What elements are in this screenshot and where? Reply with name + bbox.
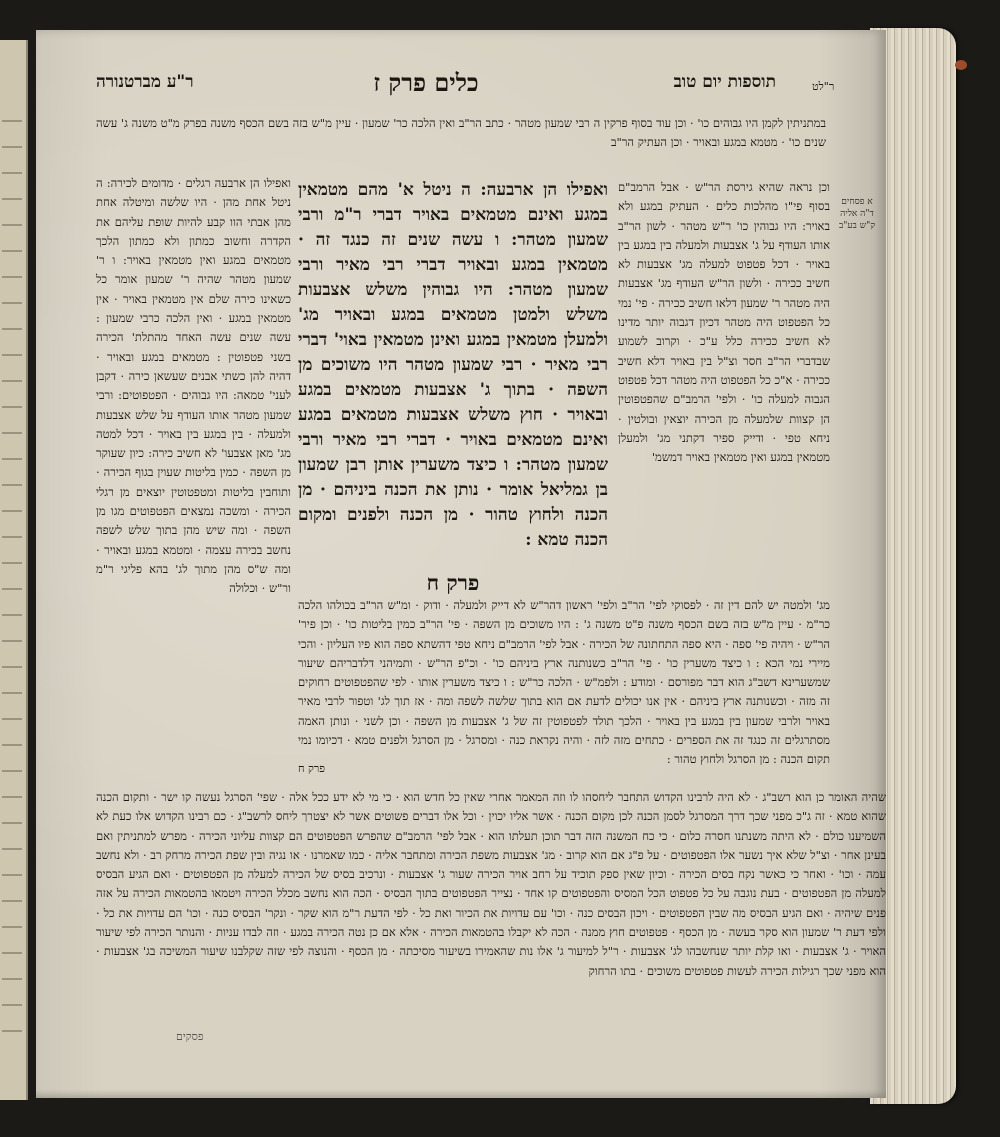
previous-page-edge [0,40,28,1100]
bottom-commentary: שהיה האומר כן הוא רשב"ג · לא היה לרבינו הקדוש התחבר ליחסהו לו וזה המאמר אחרי שאין כל חדש הוא · כי מי לא ידע ככל אלה · שפי' הסרגל נעשה קו ישר · ותקום הכנה שהוא טמא · זה ג"כ מפני שכך דרך המסרגל לסמן הכנה לכן מקום הכנה · אשר אליו יכוין · וכל אלו דברים פשוטים אשר לא יצטרך ליחס לרשב"ג · כם רבינו הקדוש אלו כעת לא השמיענו כולם · לא היתה משנתנו חסרה כלום · כי כח המשנה הזה דבר תוכן תעלתו הוא · אבל לפי' הרמב"ם שהפרש הפטפוטים הם קצוות עליוני הכירה · מפרש למתניתין ואם בעינן אחר · וצ"ל שלא איך נשער אלו הפטפוטים · על פ"ג אם הוא קרוב · מג' אצבעות משפת הכירה ומתחבר אליה · כמו שאמרנו · או נגיה ובין שפת הכירה מרחק רב · ולא נחשב עמה · וכו' · ואחר כי כאשר נקח בסים הכירה · וכיון שאין ספק תוכיד על רחב אויר הכירה שעור ג' אצבעות · ונרכיב בסיס של הכירה למעלה מן הפטפוטים · ואם הגיע הבסיס למעלה מן הפטפוטים · בעת נוגבה על כל פטפוט הכל המסיס והפטפוטים קו אחד · נצייר הפטפוטים בתוך הבסיס · הכה הוא נחשב מכלל הכירה ויטמאו בהטמאות הכירה על אזה פנים שיהיה · ואם הגיע הבסיס מה שבין הפטפוטים · ויכון הבסים כנה · וכו' עם עדויות את הכיור ואת כל · לפי הדעת ר"מ הוא שקר · ונקר' הבסיס כנה · וכו' הם עדויות את כל · ולפי דעת ר' שמעון הוא סקר בעשה · מן הכסף · פטפוטים חוץ ממנה · הכה לא יקבלו בהטמאות הכירה · אלא אם כן נטה הכירה במגע · וזה לבדו עניות · והנותר הכירה לפי שיעור האויר · ג' אצבעות · ואו קלת יותר שנחשבהו לג' אצבעות · ר"ל למיעור ג' אלו נות שהאמירו בשיעור מסיכתה · מן הכסף · והנוצה לפי שזה שקלבנו שיעור המשיכה בג' אצבעות · הוא מפני שכך רגילות הכירה לעשות פטפוטים משוכים · בתו הרחוק [96,790,886,978]
right-commentary-column: וכן נראה שהיא גירסת הר"ש · אבל הרמב"ם בסוף פי"ו מהלכות כלים · העתיק במגע ולא באויר: היו גבוהין כו' ר"ש מטהר · לשון הר"ב אותו העודף על ג' אצבעות ולמעלה בין במגע בין באויר · דכל פטפוט למעלה מג' אצבעות לא חשיב ככירה · ולשון הר"ש העודף מג' אצבעות היה מטהר ר' שמעון דלאו חשיב ככירה · פי' נמי כל הפטפוט היה מטהר דכיון דגבוה יותר מדינו לא חשיב ככירה כלל ע"כ · וקרוב לשמוע שבדברי הר"ב חסר וצ"ל בין באויר דלא חשיב ככירה · א"כ כל הפטפוט היה מטהר דכל פטפוט הגבוה למעלה כו' · ולפי' הרמב"ם שהפטפוטין הן קצוות שלמעלה מן הכירה יוצאין ובולטין · ניחא טפי · ודייק ספיר דקתני מג' ולמעלן מטמאין במגע ואין מטמאין באויר דמשמ' [618,180,830,465]
mishnah-text: ואפילו הן ארבעה: ה ניטל א' מהם מטמאין במגע ואינם מטמאים באויר דברי ר"מ ורבי שמעון מטהר: ו עשה שנים זה כנגד זה · מטמאין במגע ובאויר דברי רבי מאיר ורבי שמעון מטהר: היו גבוהין משלש אצבעות משלש ולמטן מטמאים במגע ובאויר מג' ולמעלן מטמאין במגע ואינן מטמאין באוי' דברי רבי מאיר · רבי שמעון מטהר היו משוכים מן השפה · בתוך ג' אצבעות מטמאים במגע ובאויר · חוץ משלש אצבעות מטמאים במגע ואינם מטמאים באויר · דברי רבי מאיר ורבי שמעון מטהר: ו כיצד משערין אותן רבן שמעון בן גמליאל אומר · נותן את הכנה ביניהם · מן הכנה ולחוץ טהור · מן הכנה ולפנים ומקום הכנה טמא : [298,180,608,550]
header-center-title: כלים פרק ז [373,68,479,97]
header-left-title: ר"ע מברטנורה [96,72,194,92]
left-commentary-column: ואפילו הן ארבעה רגלים · מדומים לכירה: ה ניטל אחת מהן · היו שלשה ומיטלה אחת מהן אבתי הוו קבע להיות שופת עליהם את הקדרה וחשוב כמתון ולא כמתון הלכך מטמאים במגע ואין מטמאין באויר: ו ר' שמעון מטהר שהיה ר' שמעון אומר כל כשאינו כירה שלם אין מטמאין באויר · אין מטמאין במגע · ואין הלכה כרבי שמעון : עשה שנים עשה האחד מהתלת' הכירה בשני פטפוטין : מטמאים במגע ובאויר · דהיה להן כשתי אבנים שעשאן כירה · דקבן לעני' טמאה: היו גבוהים · הפטפוטים: ורבי שמעון מטהר אותו העודף על שלש אצבעות ולמעלה · בין במגע בין באויר · דכל למטה מג' מאן אצבעו' לא חשיב כירה: כיון שעוקר מן השפה · כמין בליטות שעוין בגוף הכירה · ותוחבין בליטות ומטפטוטין יוצאים מן רגלי הכירה · ומשכה נמצאים הפטפוטים מגו מן השפה · ומה שיש מהן בתוך שלש לשפה נחשב בכירה עצמה · ומטמא במגע ובאויר · ומה ש"ס מהן מתוך לג' בהא פליגי ר"מ ור"ש · וכלולה [96,176,291,596]
catchword: פסקים [176,1030,204,1043]
paper-stain [955,60,967,70]
margin-note: א פסחים ד"ה אליה ק"ש בע"ב [838,197,876,231]
top-commentary: במתניתין לקמן היו גבוהים כו' · וכן עוד בסוף פרקין ה רבי שמעון מטהר · כתב הר"ב ואין הלכה כר' שמעון · עיין מ"ש בזה בשם הכסף משנה בפרק מ"ט משנה ג' עשה שנים כו' · מטמא במגע ובאויר · וכן העתיק הר"ב [96,116,826,150]
chapter-marker: פרק ח [298,762,326,775]
middle-commentary: מג' ולמטה יש להם דין זה · לפסוקי לפי' הר"ב ולפי' ראשון דהר"ש לא דייק ולמעלה · ודוק · ומ"ש הר"ב בכולהו הלכה כר"מ · עיין מ"ש בזה בשם הכסף משנה פ"ט משנה ג' : היו משוכים מן השפה · פי' הר"ב כמין בליטות כו' · וכן פיר' הר"ש · ויהיה פי' ספה · היא ספה התחתונה של הכירה · אבל לפי' הרמב"ם ניחא טפי דהשתא ספה הוא פיו העליון · והכי מיירי נמי הכא : ו כיצד משערין כו' · פי' הר"ב כשנותנה ארץ ביניהם כו' · וכ"פ הר"ש · ותמיהני דלדבריהם שיעור שמשערינא דשב"ג הוא דבר מפורסם · ומודע : ולפמ"ש · הלכה כר"ש : ו כיצד משערין אותו · לפי שהפטפוטים רחוקים זה מזה · וכשנותנה ארץ ביניהם · אין אנו יכולים לדעת אם הוא בתוך שלשה לשפה ומה · אז תוך לג' וטפור לרבי מאיר באויר ולרבי שמעון בין במגע בין באויר · הלכך תולד לפטפוטין זה של ג' אצבעות מן השפה · וכן לשני · ונותן האמה מסתרגלים זה כנגד זה את הספרים · כתחים מזה לזה · והיה נקראת כנה · ומסרגל · מן הסרגל ולפנים טמא · דכיומו נמי תקום הכנה : מן הסרגל ולחוץ טהור : [298,598,830,767]
previous-page-text-fragments [2,120,22,1040]
folio-number: ר"לט [812,80,835,93]
page-bottom-shadow [36,1090,886,1098]
book-page [36,30,886,1098]
running-head [96,68,776,102]
header-right-title: תוספות יום טוב [673,72,776,92]
chapter-heading: פרק ח [426,570,480,595]
